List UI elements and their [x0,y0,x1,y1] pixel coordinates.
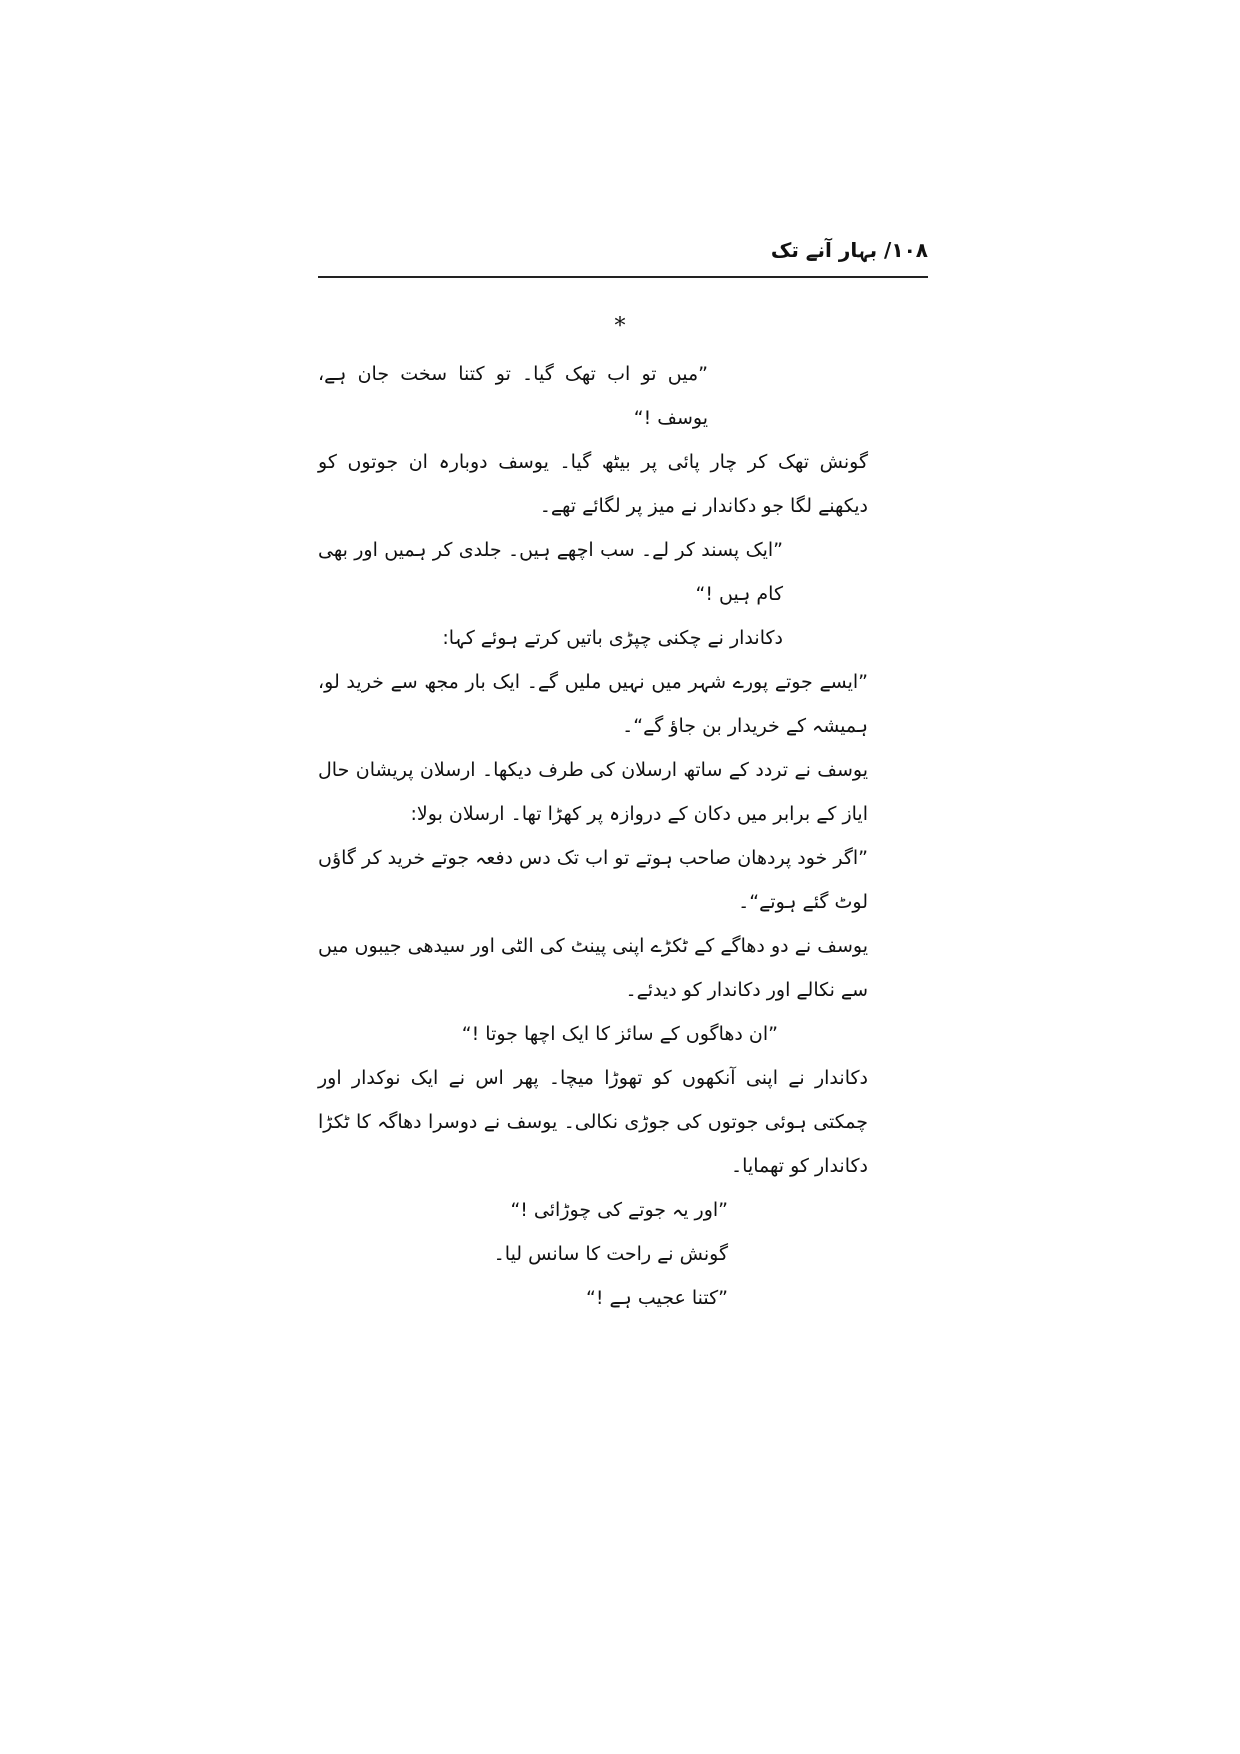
paragraph: یوسف نے تردد کے ساتھ ارسلان کی طرف دیکھا۔ ارسلان پریشان حال ایاز کے برابر میں دکان کے دروازہ پر کھڑا تھا۔ ارسلان بولا: [318,759,868,825]
paragraph: ”اور یہ جوتے کی چوڑائی !“ [510,1199,728,1221]
paragraph: دکاندار نے اپنی آنکھوں کو تھوڑا میچا۔ پھر اس نے ایک نوکدار اور چمکتی ہوئی جوتوں کی جوڑی نکالی۔ یوسف نے دوسرا دھاگہ کا ٹکڑا دکاندار کو تھمایا۔ [318,1067,868,1177]
paragraph: ”میں تو اب تھک گیا۔ تو کتنا سخت جان ہے، یوسف !“ [318,363,708,429]
text-body [318,352,928,1320]
paragraph: ”ایک پسند کر لے۔ سب اچھے ہیں۔ جلدی کر ہمیں اور بھی کام ہیں !“ [318,539,783,605]
section-separator: * [614,314,626,339]
paragraph: گونش تھک کر چار پائی پر بیٹھ گیا۔ یوسف دوبارہ ان جوتوں کو دیکھنے لگا جو دکاندار نے میز پر لگائے تھے۔ [318,451,868,517]
page-number-title: ۱۰۸/ بہار آنے تک [770,238,928,262]
paragraph: گونش نے راحت کا سانس لیا۔ [493,1243,728,1265]
paragraph: دکاندار نے چکنی چپڑی باتیں کرتے ہوئے کہا: [442,627,783,649]
paragraph: ”ان دھاگوں کے سائز کا ایک اچھا جوتا !“ [461,1023,778,1045]
paragraph: یوسف نے دو دھاگے کے ٹکڑے اپنی پینٹ کی الٹی اور سیدھی جیبوں میں سے نکالے اور دکاندار کو دیدئے۔ [318,935,868,1001]
paragraph: ”کتنا عجیب ہے !“ [586,1287,728,1309]
page-header [318,214,928,278]
paragraph: ”ایسے جوتے پورے شہر میں نہیں ملیں گے۔ ایک بار مجھ سے خرید لو، ہمیشہ کے خریدار بن جاؤ گے“۔ [318,671,868,737]
paragraph: ”اگر خود پردھان صاحب ہوتے تو اب تک دس دفعہ جوتے خرید کر گاؤں لوٹ گئے ہوتے“۔ [318,847,868,913]
